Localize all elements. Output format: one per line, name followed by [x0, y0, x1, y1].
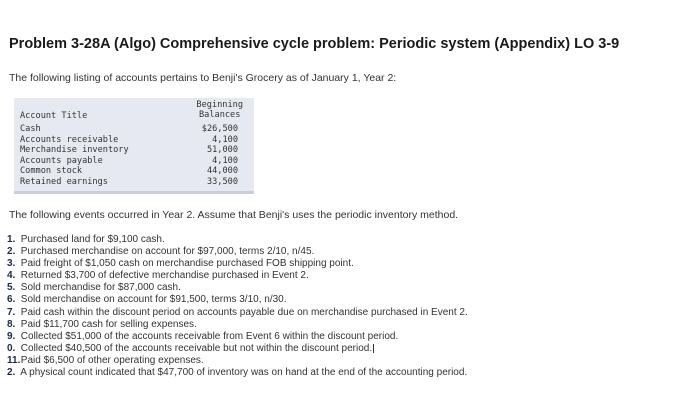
- list-item: [7, 294, 468, 306]
- list-item: [7, 367, 468, 379]
- event-text: Sold merchandise for $87,000 cash.: [20, 282, 181, 294]
- account-name: Common stock: [20, 166, 83, 176]
- event-text: Collected $40,500 of the accounts receivable but not within the discount period.: [20, 342, 373, 354]
- account-name: Merchandise inventory: [20, 145, 129, 155]
- account-balance: 33,500: [206, 176, 238, 187]
- table-row: [14, 177, 254, 188]
- event-number: 9.: [7, 330, 16, 342]
- event-text: Paid cash within the discount period on accounts payable due on merchandise purchased in Event 2.: [20, 306, 468, 318]
- event-text: Paid freight of $1,050 cash on merchandise purchased FOB shipping point.: [20, 258, 354, 270]
- problem-intro: The following listing of accounts pertains to Benji's Grocery as of January 1, Year 2:: [9, 72, 397, 84]
- list-item: [7, 355, 468, 367]
- table-row: [14, 156, 254, 167]
- event-number: 0.: [7, 342, 16, 354]
- event-number: 11.: [7, 354, 21, 366]
- events-list: [7, 234, 468, 379]
- event-number: 2.: [7, 246, 16, 258]
- event-text: Paid $6,500 of other operating expenses.: [20, 354, 204, 366]
- account-balance: 4,100: [212, 134, 238, 145]
- event-text: Purchased land for $9,100 cash.: [20, 234, 165, 245]
- list-item: [7, 319, 468, 331]
- list-item: [7, 246, 468, 258]
- list-item: [7, 258, 468, 270]
- event-text: Purchased merchandise on account for $97,000, terms 2/10, n/45.: [20, 246, 315, 258]
- list-item: [7, 234, 468, 246]
- column-balance-line2: Balances: [199, 109, 241, 120]
- column-balance-line1: Beginning: [196, 100, 243, 110]
- table-row: [14, 145, 254, 156]
- table-spacer: [14, 187, 254, 191]
- account-balance: 51,000: [206, 145, 238, 155]
- table-row: [14, 124, 254, 135]
- column-account-title: Account Title: [20, 111, 88, 121]
- problem-title: Problem 3-28A (Algo) Comprehensive cycle problem: Periodic system (Appendix) LO 3-9: [9, 36, 620, 52]
- account-name: Retained earnings: [20, 176, 108, 187]
- account-name: Accounts payable: [20, 155, 103, 166]
- account-balance: 44,000: [206, 166, 238, 176]
- list-item: [7, 282, 468, 294]
- list-item: [7, 331, 468, 343]
- account-name: Accounts receivable: [20, 134, 119, 145]
- event-text: Sold merchandise on account for $91,500, terms 3/10, n/30.: [20, 294, 287, 306]
- event-number: 2.: [7, 367, 16, 379]
- event-number: 8.: [7, 318, 16, 330]
- account-name: Cash: [20, 124, 41, 134]
- accounts-table-header: [14, 98, 254, 124]
- column-beginning-balances: [196, 101, 243, 120]
- event-text: Returned $3,700 of defective merchandise purchased in Event 2.: [20, 270, 309, 282]
- event-text: Paid $11,700 cash for selling expenses.: [20, 318, 197, 330]
- event-number: 7.: [7, 306, 16, 318]
- table-row: [14, 135, 254, 146]
- event-number: 1.: [7, 234, 16, 245]
- account-balance: $26,500: [201, 124, 238, 134]
- event-text: A physical count indicated that $47,700 of inventory was on hand at the end of the accounting period.: [20, 367, 468, 379]
- table-row: [14, 166, 254, 177]
- list-item: [7, 343, 468, 355]
- event-text: Collected $51,000 of the accounts receivable from Event 6 within the discount period.: [20, 330, 399, 342]
- account-balance: 4,100: [212, 155, 238, 166]
- list-item: [7, 270, 468, 282]
- event-number: 3.: [7, 258, 16, 270]
- events-intro: The following events occurred in Year 2. Assume that Benji's uses the periodic inventory method.: [9, 209, 459, 221]
- text-cursor: [373, 344, 374, 353]
- list-item: [7, 307, 468, 319]
- event-number: 4.: [7, 270, 16, 282]
- accounts-table: [14, 98, 254, 194]
- event-number: 6.: [7, 294, 16, 306]
- event-number: 5.: [7, 282, 16, 294]
